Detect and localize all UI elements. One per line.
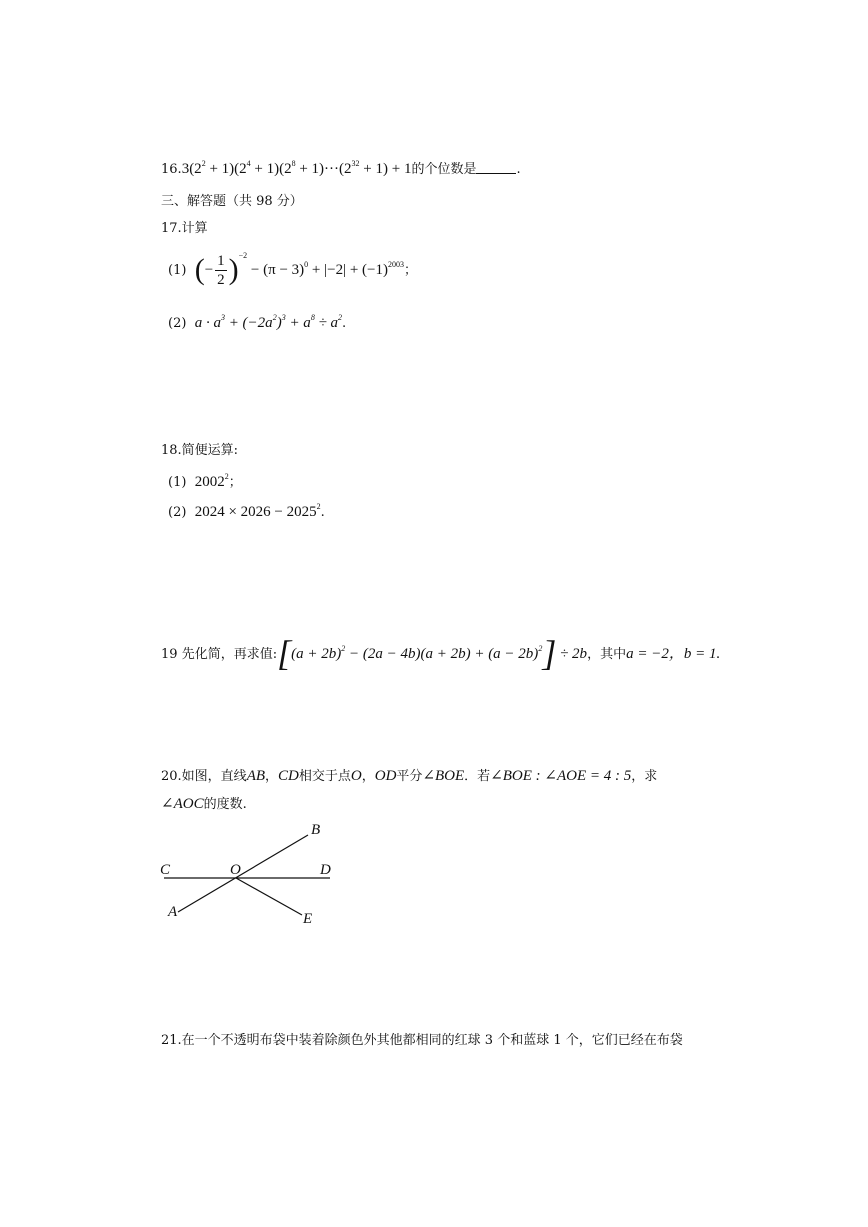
q17-p1-expression: (− $\frac{1}{2}$ )$^{-2} - (\pi - 3)^0 + |-2| + (-1)^{2003}$ bbox=[194, 251, 404, 289]
q18-title: 18.简便运算: bbox=[161, 443, 239, 458]
section-title: 三、解答题（共 98 分） bbox=[161, 194, 303, 209]
q16-number: 16. bbox=[161, 162, 182, 177]
q18-part2: (2) $2024 \times 2026 - 2025^2$. bbox=[168, 502, 325, 520]
line-ab bbox=[178, 835, 308, 912]
label-c: C bbox=[160, 862, 171, 878]
ray-oe bbox=[236, 878, 302, 915]
q20-line2: ∠AOC的度数. bbox=[161, 796, 247, 812]
geometry-figure bbox=[150, 815, 350, 935]
label-e: E bbox=[303, 911, 313, 927]
label-o: O bbox=[230, 862, 241, 878]
q19-text: 先化简，再求值: bbox=[181, 647, 278, 662]
q16-text: 的个位数是 bbox=[411, 162, 477, 177]
q17-p2-expression: $a \cdot a^3 + (-2a^2)^3 + a^8 \div a^2$ bbox=[194, 313, 343, 331]
q19-condition: a = −2，b = 1. bbox=[626, 646, 721, 662]
q19-number: 19 bbox=[161, 647, 178, 662]
label-b: B bbox=[311, 822, 321, 838]
question-19: 19 先化简，再求值:[(a + $2b)^2 - (2a - 4b)(a + 2b) + (a - 2b)^2] \div 2b$，其中a = −2，b = 1. bbox=[161, 633, 721, 673]
question-21: 21.在一个不透明布袋中装着除颜色外其他都相同的红球 3 个和蓝球 1 个，它们已经在布袋 bbox=[161, 1033, 683, 1048]
answer-blank bbox=[476, 161, 516, 174]
q17-part1: (1) (− $\frac{1}{2}$ )$^{-2} - (\pi - 3)^0 + |-2| + (-1)^{2003}$； bbox=[168, 251, 418, 289]
q19-expression: $[(a + 2b)^2 - (2a - 4b)(a + 2b) + (a - 2b)^2] \div 2b$ bbox=[277, 633, 588, 673]
q17-p2-label: (2) bbox=[168, 316, 187, 331]
q16-expression: $3(2^2 + 1)(2^4 + 1)(2^8 + 1)\cdot\cdot\cdot(2^{32} + 1) + 1$ bbox=[181, 159, 412, 177]
q18-p2-label: (2) bbox=[168, 505, 187, 520]
question-16: $16.3(2^2 + 1)(2^4 + 1)(2^8 + 1)\cdot\cdot\cdot(2^{32} + 1) + 1$的个位数是 . bbox=[161, 159, 521, 177]
q17-part2: (2) $a \cdot a^3 + (-2a^2)^3 + a^8 \div a^2$. bbox=[168, 313, 347, 331]
q20-line1: 20.如图，直线AB，CD相交于点O，OD平分∠BOE．若∠BOE : ∠AOE = 4 : 5，求 bbox=[161, 768, 658, 784]
fraction: $\frac{1}{2}$ bbox=[217, 253, 225, 289]
q18-p1-expression: 2002$^2$ bbox=[194, 472, 229, 490]
q18-p2-expression: $2024 \times 2026 - 2025^2$ bbox=[194, 502, 321, 520]
q18-part1: (1) 2002$^2$； bbox=[168, 472, 242, 490]
q17-p1-label: (1) bbox=[168, 263, 187, 278]
label-d: D bbox=[320, 862, 331, 878]
label-a: A bbox=[168, 904, 178, 920]
q18-p1-label: (1) bbox=[168, 475, 187, 490]
q17-title: 17.计算 bbox=[161, 221, 208, 236]
